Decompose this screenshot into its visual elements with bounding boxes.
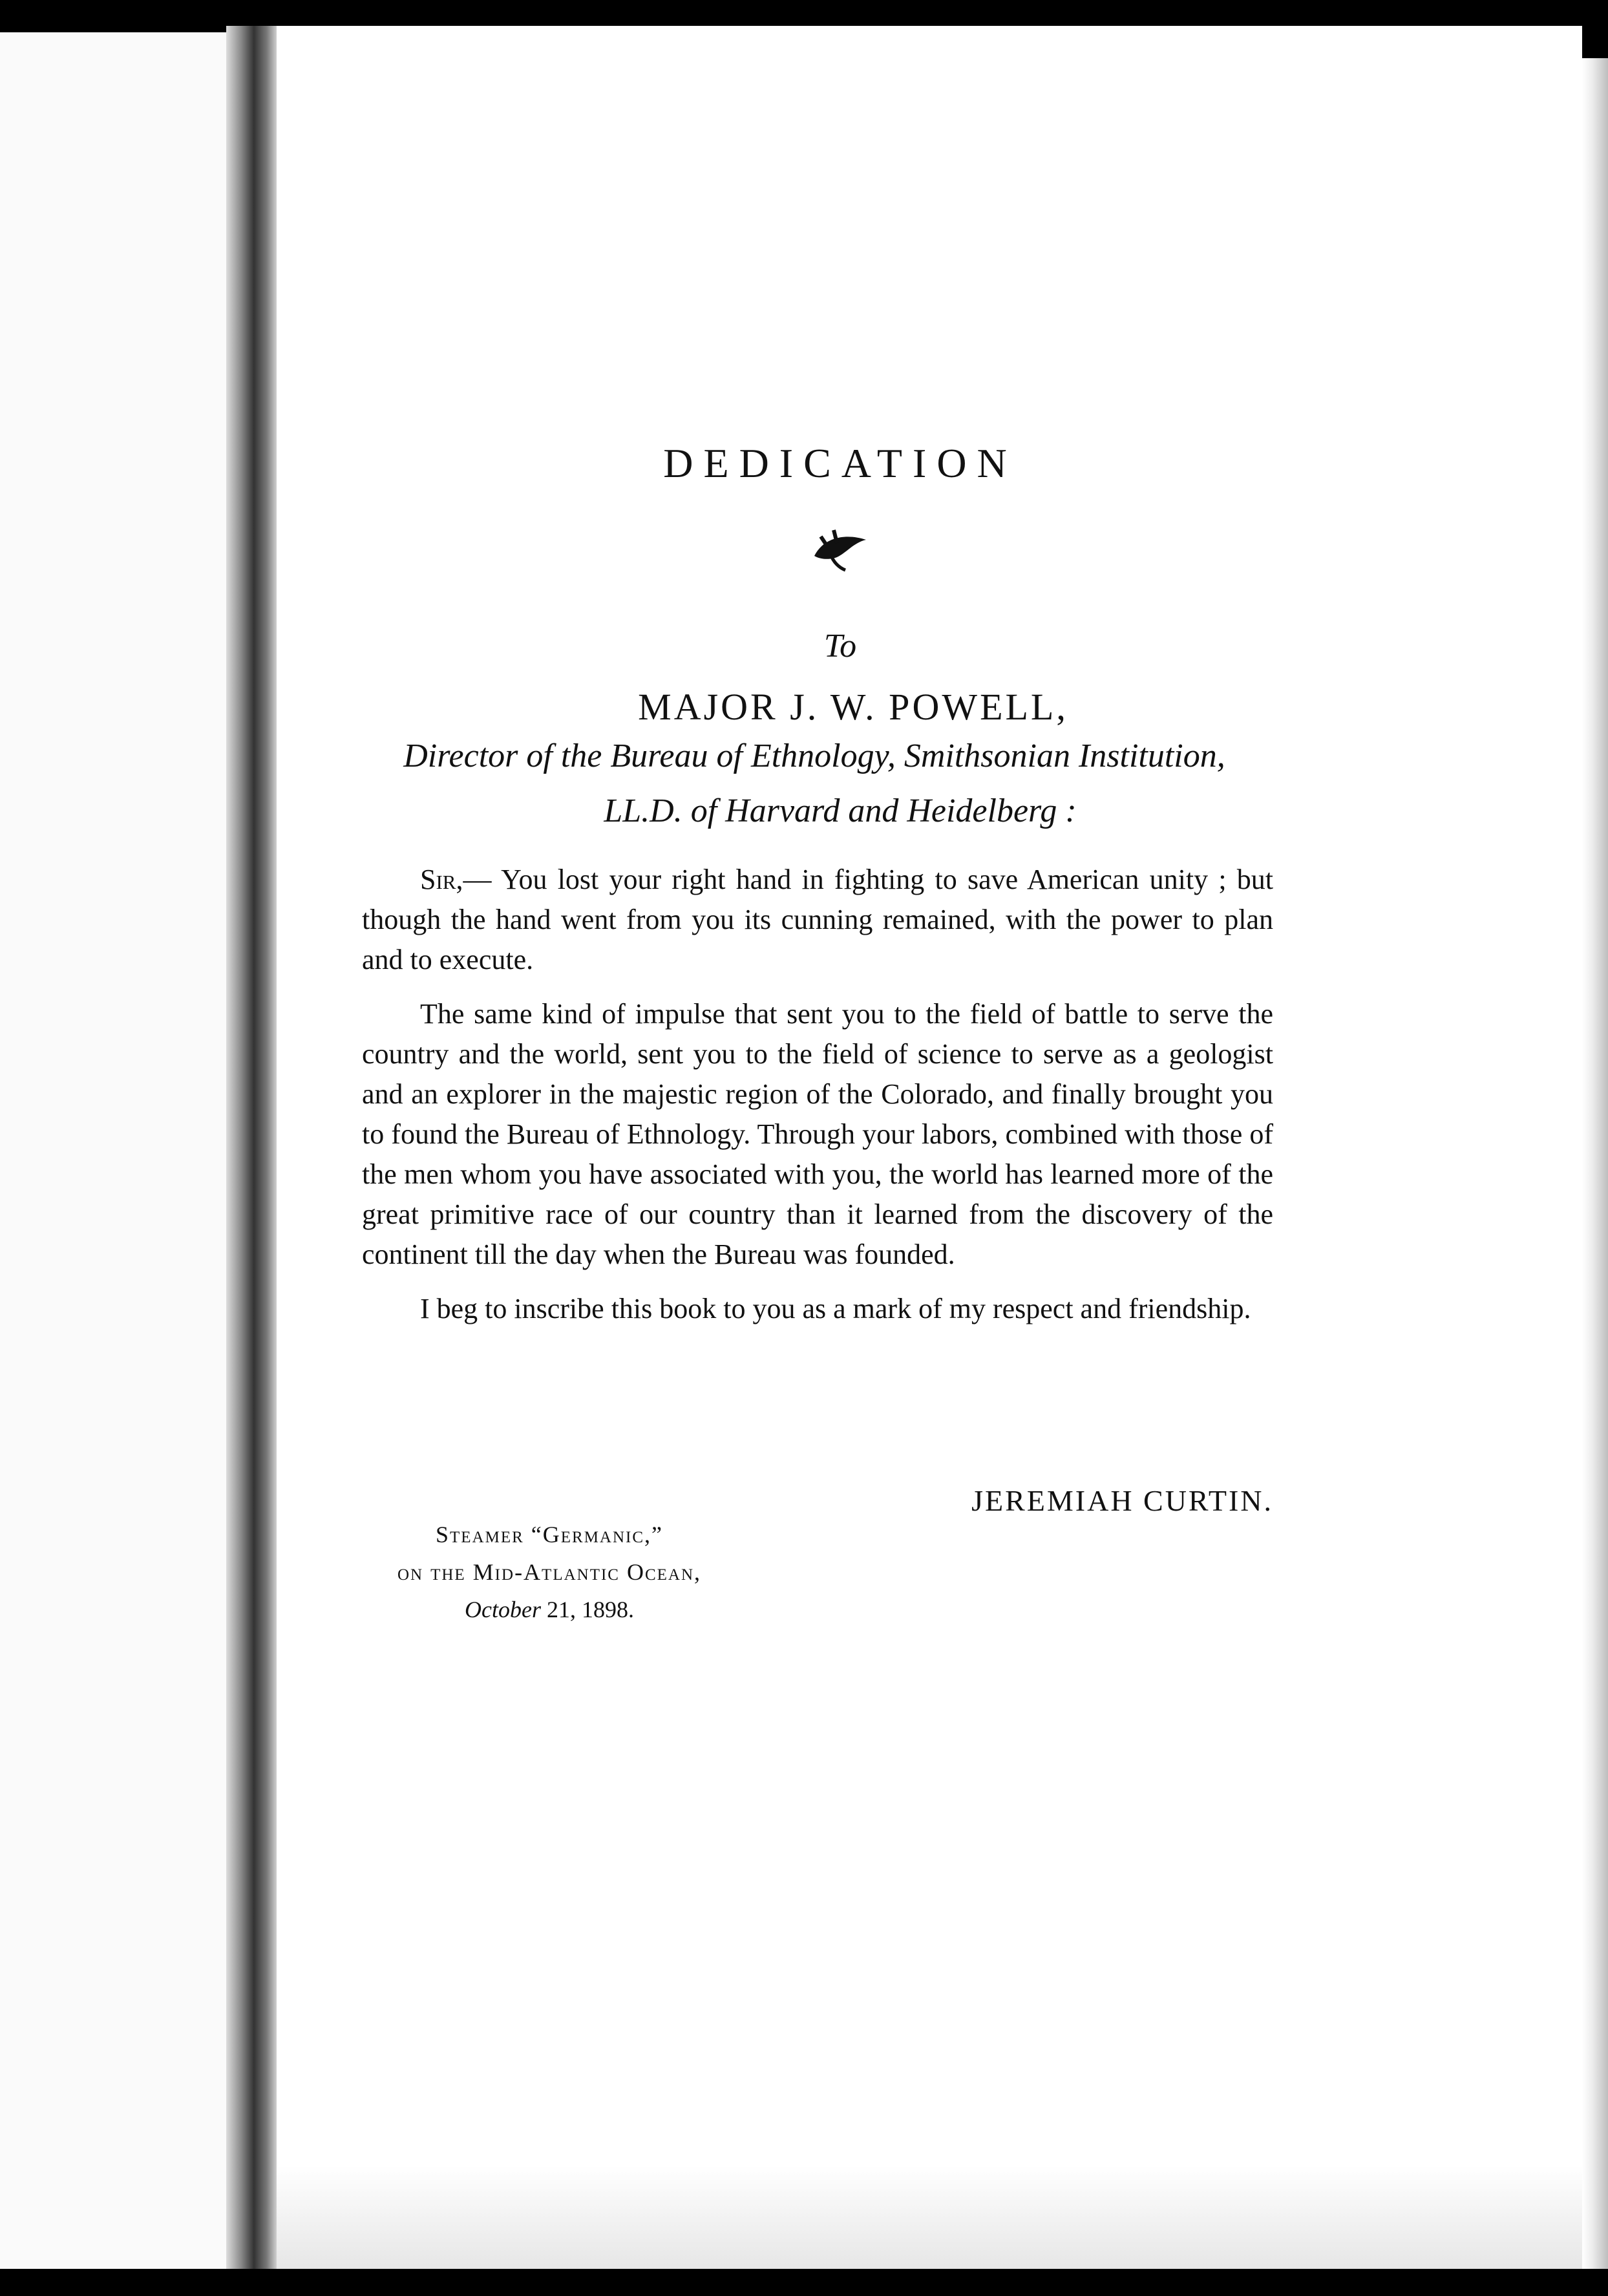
page-edge [1582, 58, 1608, 2269]
dedicatee-title-line-1: Director of the Bureau of Ethnology, Smithsonian Institution, [403, 738, 1225, 774]
paragraph-1-text: You lost your right hand in fighting to save American unity ; but though the hand went from you its cunning remained, with the power to plan and to execute. [362, 864, 1273, 975]
dedicatee-name: MAJOR J. W. POWELL, [638, 686, 1068, 728]
place-line-1: Steamer “Germanic,” [435, 1522, 664, 1547]
place-and-date [323, 1516, 776, 1628]
date-month: October [465, 1597, 541, 1622]
body-paragraph-1 [362, 860, 1273, 980]
body-paragraph-3: I beg to inscribe this book to you as a mark of my respect and friendship. [420, 1293, 1251, 1324]
leaf-ornament-icon [801, 517, 879, 575]
date-day-year: 21, 1898. [546, 1597, 634, 1622]
page-bottom-shadow [277, 2165, 1582, 2269]
dedicatee-title-line-2: LL.D. of Harvard and Heidelberg : [604, 792, 1077, 829]
book-gutter [226, 26, 277, 2269]
dedication-body [362, 860, 1273, 1343]
to-line: To [823, 628, 857, 664]
salutation: Sir,— [420, 864, 492, 895]
facing-page-edge [0, 32, 226, 2269]
date-line [323, 1591, 776, 1628]
place-line-2: on the Mid-Atlantic Ocean, [397, 1559, 702, 1585]
body-paragraph-2: The same kind of impulse that sent you to the field of battle to serve the country and the world, sent you to the field of science to serve as a geologist and an explorer in the majestic region of the Colorado, and finally brought you to found the Bureau of Ethnology. Through your labors, combined with those of the men whom you have associated with you, the world has learned more of the great primitive race of our country than it learned from the discovery of the continent till the day when the Bureau was founded. [362, 998, 1273, 1270]
signature: JEREMIAH CURTIN. [971, 1484, 1273, 1517]
dedication-heading: DEDICATION [663, 440, 1017, 486]
